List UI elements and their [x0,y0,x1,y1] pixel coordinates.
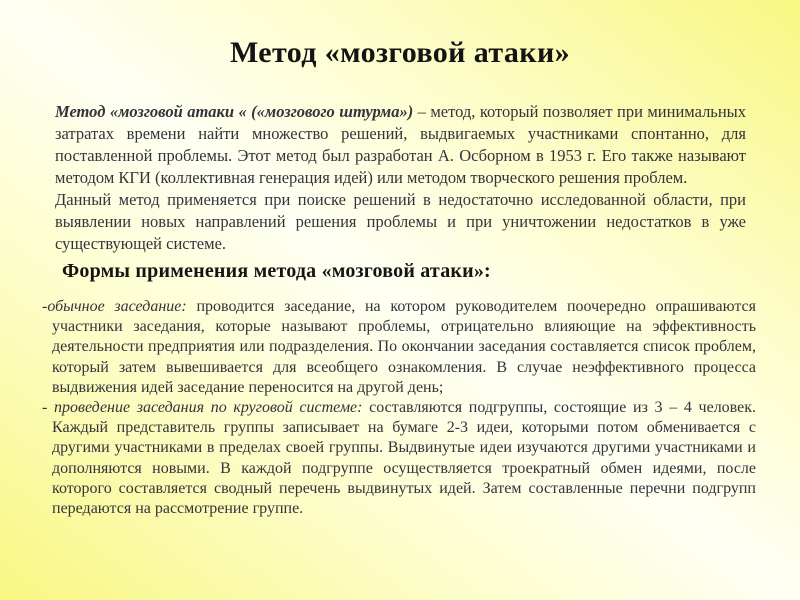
bullet-text: проводится заседание, на котором руководителем поочередно опрашиваются участники заседания, которые называют проблемы, отрицательно влияющие на эффективность деятельности предприятия или подразделения. По окончании заседания составляется список проблем, который затем вывешивается для всеобщего ознакомления. В случае неэффективного процесса выдвижения идей заседание переносится на другой день; [52,298,757,396]
bullet-item-regular-session [42,297,756,398]
bullet-dash: - [42,399,54,417]
intro-lead-term: Метод «мозговой атаки « («мозгового штурма») [55,102,414,121]
intro-paragraph-block [55,101,746,255]
bullet-lead-term: обычное заседание: [47,298,187,315]
slide-title: Метод «мозговой атаки» [229,36,571,69]
forms-heading: Формы применения метода «мозговой атаки»: [62,260,491,282]
bullet-lead-term: проведение заседания по круговой системе: [54,399,363,417]
intro-paragraph-1 [55,101,746,189]
bullet-list [42,297,756,519]
intro-paragraph-2: Данный метод применяется при поиске решений в недостаточно исследованной области, при выявлении новых направлений решения проблемы и при уничтожении недостатков в уже существующей системе. [55,190,746,253]
bullet-item-circular-system [42,398,756,519]
bullet-text: составляются подгруппы, состоящие из 3 – 4 человек. Каждый представитель группы записывает на бумаге 2-3 идеи, которыми потом обменивается с другими участниками в пределах своей группы. Выдвинутые идеи изучаются другими участниками и дополняются новыми. В каждой подгруппе осуществляется троекратный обмен идеями, после которого составляется сводный перечень выдвинутых идей. Затем составленные перечни подгрупп передаются на рассмотрение группе. [52,399,757,518]
intro-definition-text: – метод, который позволяет при минимальных затратах времени найти множество решений, выдвигаемых участниками спонтанно, для поставленной проблемы. Этот метод был разработан А. Осборном в 1953 г. Его также называют методом КГИ (коллективная генерация идей) или методом творческого решения проблем. [55,102,746,187]
bullet-dash: - [42,298,48,315]
